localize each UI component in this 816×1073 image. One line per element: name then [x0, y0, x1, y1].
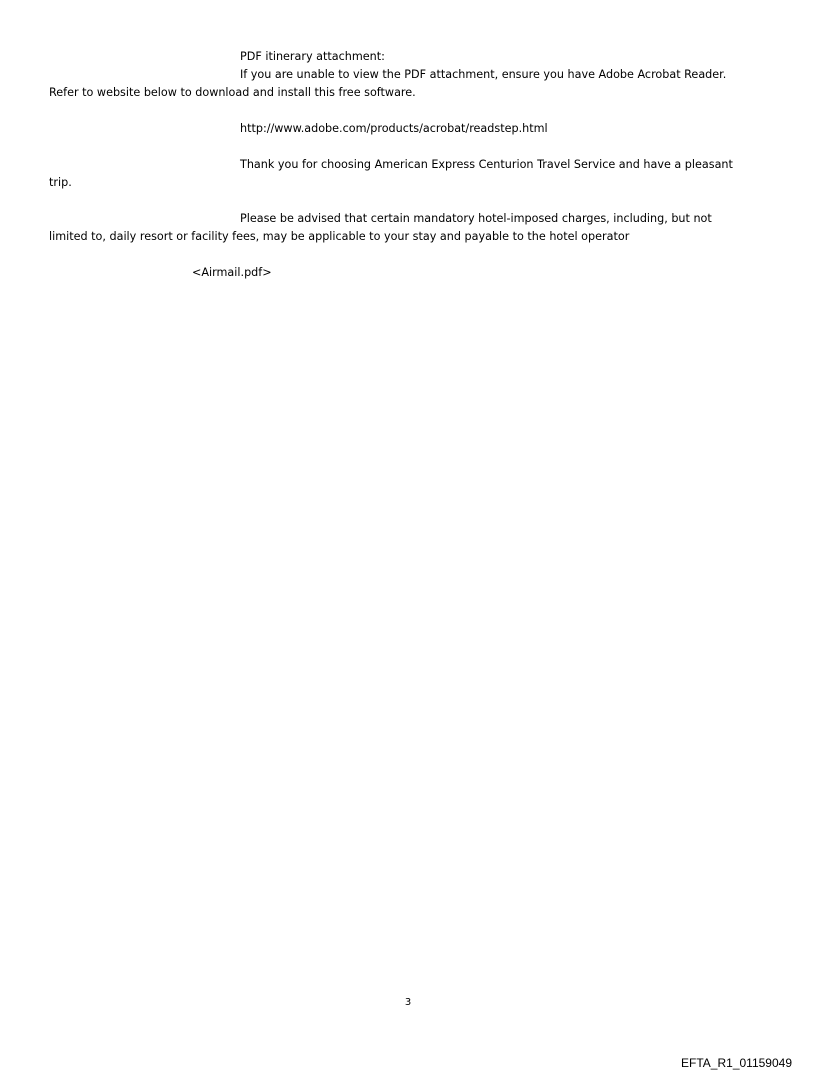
page-number: 3: [404, 997, 412, 1008]
attachment-instruction-line-1: If you are unable to view the PDF attachment, ensure you have Adobe Acrobat Reader.: [240, 68, 727, 81]
document-id: EFTA_R1_01159049: [681, 1056, 792, 1070]
download-url: http://www.adobe.com/products/acrobat/readstep.html: [240, 122, 548, 135]
advisory-line-2: limited to, daily resort or facility fees, may be applicable to your stay and payable to the hotel operator: [49, 230, 630, 243]
attachment-name: <Airmail.pdf>: [192, 266, 272, 279]
attachment-instruction-line-2: Refer to website below to download and install this free software.: [49, 86, 416, 99]
advisory-line-1: Please be advised that certain mandatory hotel-imposed charges, including, but not: [240, 212, 712, 225]
attachment-heading: PDF itinerary attachment:: [240, 50, 385, 63]
thank-you-line-1: Thank you for choosing American Express Centurion Travel Service and have a pleasant: [240, 158, 733, 171]
thank-you-line-2: trip.: [49, 176, 72, 189]
